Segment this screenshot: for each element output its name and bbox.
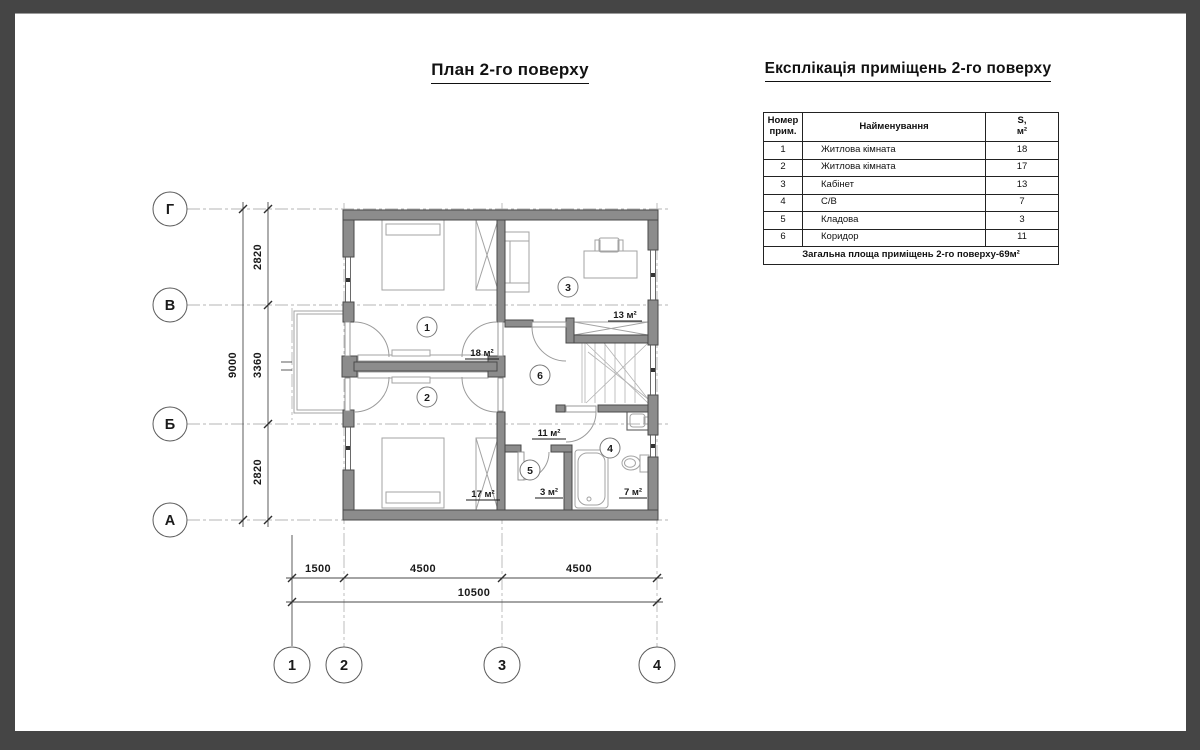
table-header-row bbox=[764, 113, 1059, 142]
room-circle-5: 5 bbox=[527, 465, 533, 477]
sofa-room3 bbox=[504, 232, 529, 292]
room-circle-1: 1 bbox=[424, 322, 430, 334]
axis-col-4: 4 bbox=[652, 658, 662, 674]
area-label-room6: 11 м² bbox=[537, 428, 561, 439]
axis-col-3: 3 bbox=[497, 658, 507, 674]
window-room2 bbox=[346, 427, 351, 470]
dim-h-seg-2: 4500 bbox=[409, 563, 437, 575]
table-row: 6 Коридор 11 bbox=[764, 229, 1059, 247]
area-label-room3: 13 м² bbox=[613, 310, 637, 321]
dim-h-seg-3: 4500 bbox=[565, 563, 593, 575]
room-circle-4: 4 bbox=[607, 443, 613, 455]
plan-title bbox=[340, 60, 680, 84]
wall-layer bbox=[342, 210, 658, 520]
bed-room2 bbox=[382, 438, 444, 508]
axis-row-v: В bbox=[164, 298, 176, 314]
wardrobe-room1 bbox=[476, 220, 498, 290]
area-label-room1: 18 м² bbox=[470, 348, 494, 359]
table-row: 4 С/В 7 bbox=[764, 194, 1059, 212]
table-row: 5 Кладова 3 bbox=[764, 212, 1059, 230]
axis-row-b: Б bbox=[164, 417, 176, 433]
header-name: Найменування bbox=[803, 113, 986, 142]
plan-title-text: План 2-го поверху bbox=[431, 60, 589, 84]
closet-room3 bbox=[574, 322, 648, 335]
door-layer bbox=[345, 322, 596, 480]
header-area: S, м² bbox=[986, 113, 1059, 142]
desk-room3 bbox=[584, 238, 637, 278]
dim-v-seg-2: 3360 bbox=[252, 351, 264, 379]
axis-col-1: 1 bbox=[287, 658, 297, 674]
bathtub bbox=[575, 450, 608, 508]
window-room1 bbox=[346, 257, 351, 302]
sink bbox=[627, 411, 649, 430]
toilet bbox=[622, 455, 649, 472]
balcony bbox=[294, 311, 343, 413]
window-bathroom bbox=[651, 435, 656, 457]
bed-room1 bbox=[382, 220, 444, 290]
explication-title-text: Експлікація приміщень 2-го поверху bbox=[765, 60, 1052, 82]
dim-h-total: 10500 bbox=[457, 587, 491, 599]
room-circle-6: 6 bbox=[537, 370, 543, 382]
explication-title bbox=[760, 60, 1056, 82]
dim-v-seg-1: 2820 bbox=[252, 243, 264, 271]
dim-h-seg-1: 1500 bbox=[304, 563, 332, 575]
staircase bbox=[582, 343, 648, 403]
dim-v-total: 9000 bbox=[227, 351, 239, 379]
area-label-room5: 3 м² bbox=[539, 487, 559, 498]
axis-row-g: Г bbox=[165, 202, 175, 218]
window-room3 bbox=[651, 250, 656, 300]
room-labels bbox=[417, 277, 647, 500]
table-row: 3 Кабінет 13 bbox=[764, 177, 1059, 195]
area-label-room4: 7 м² bbox=[623, 487, 643, 498]
axis-col-2: 2 bbox=[339, 658, 349, 674]
explication-table bbox=[763, 112, 1059, 265]
area-label-room2: 17 м² bbox=[471, 489, 495, 500]
axis-row-a: А bbox=[164, 513, 176, 529]
window-stairs bbox=[651, 345, 656, 395]
table-row: 1 Житлова кімната 18 bbox=[764, 142, 1059, 160]
table-footer-row bbox=[764, 247, 1059, 265]
room-circle-2: 2 bbox=[424, 392, 430, 404]
dim-v-seg-3: 2820 bbox=[252, 458, 264, 486]
header-number: Номер прим. bbox=[764, 113, 803, 142]
table-row: 2 Житлова кімната 17 bbox=[764, 159, 1059, 177]
room-circle-3: 3 bbox=[565, 282, 571, 294]
table-footer: Загальна площа приміщень 2-го поверху-69м² bbox=[764, 247, 1059, 265]
